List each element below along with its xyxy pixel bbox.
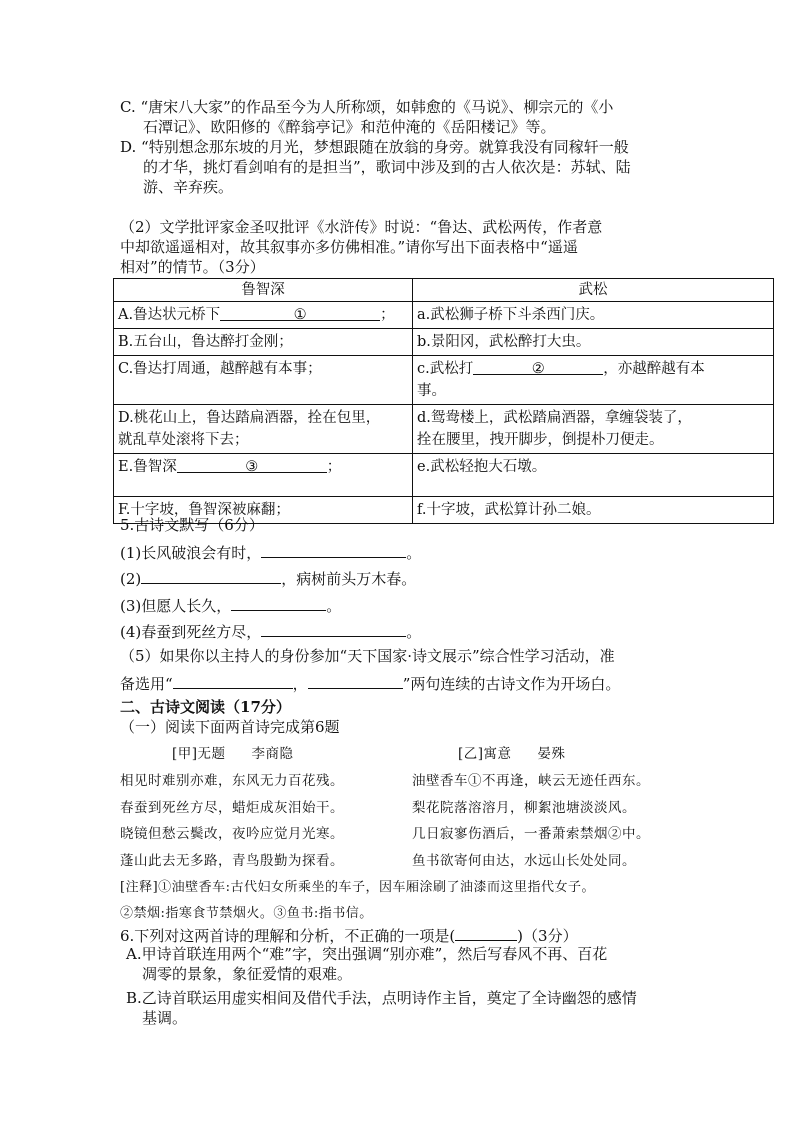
table-row xyxy=(114,356,774,405)
q5-item-3: (3)但愿人长久， 。 xyxy=(120,594,341,616)
table-cell: A.鲁达状元桥下 ① ； xyxy=(114,302,413,329)
poem-yi-title: [乙]寓意 晏殊 xyxy=(458,746,566,762)
poem-yi-line: 鱼书欲寄何由达，水远山长处处同。 xyxy=(412,853,636,869)
section-subtitle: （一）阅读下面两首诗完成第6题 xyxy=(120,718,340,736)
table-cell: D.桃花山上，鲁达踏扁酒器，拴在包里， 就乱草处滚将下去； xyxy=(114,405,413,454)
table-header-right: 武松 xyxy=(413,279,774,302)
table-cell: f.十字坡，武松算计孙二娘。 xyxy=(413,497,774,524)
plot-comparison-table xyxy=(113,278,774,524)
answer-blank-3[interactable]: ③ xyxy=(177,456,327,473)
q5-item-5-line1: （5）如果你以主持人的身份参加“天下国家·诗文展示”综合性学习活动，准 xyxy=(120,647,615,665)
table-row xyxy=(114,329,774,356)
section-title: 二、古诗文阅读（17分） xyxy=(120,698,291,716)
poem-note-2: ②禁烟:指寒食节禁烟火。③鱼书:指书信。 xyxy=(120,906,373,921)
option-d-line1: D. “特别想念那东坡的月光，梦想跟随在放翁的身旁。就算我没有同稼轩一般 xyxy=(120,138,629,156)
poem-jia-title: [甲]无题 李商隐 xyxy=(172,746,294,762)
table-cell: E.鲁智深 ③ ； xyxy=(114,454,413,497)
table-cell: F.十字坡，鲁智深被麻翻； xyxy=(114,497,413,524)
answer-blank-2[interactable]: ② xyxy=(473,358,603,375)
q6-option-b-line2: 基调。 xyxy=(142,1009,188,1027)
option-d-line2: 的才华，挑灯看剑咱有的是担当”，歌词中涉及到的古人依次是：苏轼、陆 xyxy=(143,158,631,176)
q5-item-4: (4)春蚕到死丝方尽， 。 xyxy=(120,620,421,642)
table-header-left: 鲁智深 xyxy=(114,279,413,302)
poem-jia-line: 晓镜但愁云鬓改，夜吟应觉月光寒。 xyxy=(120,826,344,842)
answer-blank[interactable] xyxy=(141,567,281,584)
table-cell: C.鲁达打周通，越醉越有本事； xyxy=(114,356,413,405)
poem-jia-line: 蓬山此去无多路，青鸟殷勤为探看。 xyxy=(120,853,344,869)
table-cell: d.鸳鸯楼上，武松踏扁酒器，拿缠袋装了， 拴在腰里，拽开脚步，倒提朴刀便走。 xyxy=(413,405,774,454)
answer-blank[interactable] xyxy=(261,620,406,637)
q2-line3: 相对”的情节。（3分） xyxy=(120,258,265,276)
q5-item-5-line2: 备选用“ ， ”两句连续的古诗文作为开场白。 xyxy=(120,672,620,694)
answer-blank[interactable] xyxy=(173,672,293,689)
table-cell: B.五台山，鲁达醉打金刚； xyxy=(114,329,413,356)
table-cell: a.武松狮子桥下斗杀西门庆。 xyxy=(413,302,774,329)
table-cell: e.武松轻抱大石墩。 xyxy=(413,454,774,497)
poem-yi-line: 几日寂寥伤酒后，一番萧索禁烟②中。 xyxy=(412,826,650,842)
table-row xyxy=(114,405,774,454)
q2-line1: （2）文学批评家金圣叹批评《水浒传》时说：“鲁达、武松两传，作者意 xyxy=(120,218,603,236)
table-cell: c.武松打 ② ，亦越醉越有本 事。 xyxy=(413,356,774,405)
option-c-line2: 石潭记》、欧阳修的《醉翁亭记》和范仲淹的《岳阳楼记》等。 xyxy=(143,118,556,136)
q6-option-b-line1: B.乙诗首联运用虚实相间及借代手法，点明诗作主旨，奠定了全诗幽怨的感情 xyxy=(126,989,637,1007)
option-d-line3: 游、辛弃疾。 xyxy=(143,178,234,196)
option-c-line1: C. “唐宋八大家”的作品至今为人所称颂，如韩愈的《马说》、柳宗元的《小 xyxy=(120,98,614,116)
poem-yi-line: 梨花院落溶溶月，柳絮池塘淡淡风。 xyxy=(412,800,636,816)
poem-yi-line: 油壁香车①不再逢，峡云无迹任西东。 xyxy=(412,773,650,789)
q6-stem: 6.下列对这两首诗的理解和分析，不正确的一项是( )（3分） xyxy=(120,924,578,946)
q5-item-2: (2) ，病树前头万木春。 xyxy=(120,567,416,589)
q2-line2: 中却欲遥遥相对，故其叙事亦多仿佛相准。”请你写出下面表格中“遥遥 xyxy=(120,238,578,256)
table-row xyxy=(114,302,774,329)
poem-note-1: [注释]①油壁香车:古代妇女所乘坐的车子，因车厢涂刷了油漆而这里指代女子。 xyxy=(120,880,596,895)
poem-jia-line: 春蚕到死丝方尽，蜡炬成灰泪始干。 xyxy=(120,800,344,816)
table-row xyxy=(114,454,774,497)
q6-option-a-line2: 凋零的景象，象征爱情的艰难。 xyxy=(142,965,353,983)
poem-jia-line: 相见时难别亦难，东风无力百花残。 xyxy=(120,773,344,789)
table-cell: b.景阳冈，武松醉打大虫。 xyxy=(413,329,774,356)
q5-title: 5.古诗文默写（6分） xyxy=(120,516,264,534)
q5-item-1: (1)长风破浪会有时， 。 xyxy=(120,541,421,563)
answer-blank[interactable] xyxy=(231,594,326,611)
q6-option-a-line1: A.甲诗首联连用两个“难”字，突出强调“别亦难”，然后写春风不再、百花 xyxy=(126,945,608,963)
answer-blank-1[interactable]: ① xyxy=(220,304,380,321)
answer-blank[interactable] xyxy=(308,672,403,689)
answer-blank[interactable] xyxy=(261,541,406,558)
answer-blank[interactable] xyxy=(455,924,517,941)
